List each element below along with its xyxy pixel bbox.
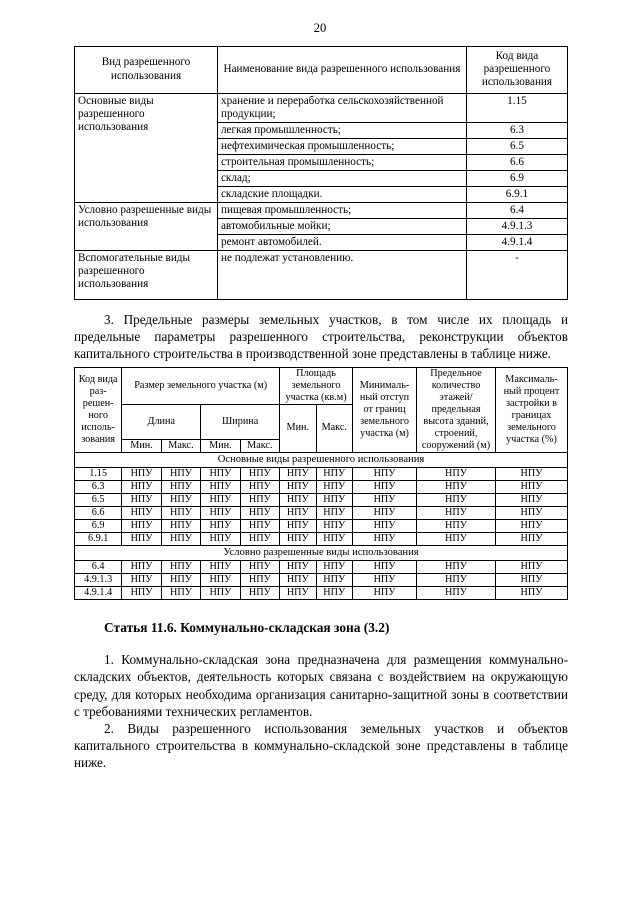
cell-value: НПУ xyxy=(122,586,161,599)
column-header-code: Код вида раз-решен-ного исполь-зования xyxy=(75,368,122,453)
cell-value: НПУ xyxy=(201,468,240,481)
cell-value: НПУ xyxy=(316,468,352,481)
cell-value: НПУ xyxy=(201,561,240,574)
table-row xyxy=(75,93,568,122)
cell-value: НПУ xyxy=(201,574,240,587)
use-name: хранение и переработка сельскохозяйственной продукции; xyxy=(217,93,466,122)
column-header-area: Площадь земельного участка (кв.м) xyxy=(280,368,353,405)
cell-value: НПУ xyxy=(161,574,200,587)
cell-value: НПУ xyxy=(417,561,496,574)
cell-value: НПУ xyxy=(240,586,279,599)
row-code: 4.9.1.4 xyxy=(75,586,122,599)
column-header-width-max: Макс. xyxy=(240,439,279,452)
section-header-row xyxy=(75,452,568,467)
cell-value: НПУ xyxy=(417,506,496,519)
cell-value: НПУ xyxy=(353,481,417,494)
cell-value: НПУ xyxy=(316,481,352,494)
cell-value: НПУ xyxy=(122,532,161,545)
cell-value: НПУ xyxy=(316,561,352,574)
paragraph-2: 2. Виды разрешенного использования земельных участков и объектов капитального строительства в коммунально-складской зоне представлены в таблице ниже. xyxy=(74,720,568,771)
cell-value: НПУ xyxy=(280,586,316,599)
cell-value: НПУ xyxy=(417,468,496,481)
column-header-width: Ширина xyxy=(201,404,280,439)
use-code: 6.6 xyxy=(466,154,567,170)
use-name: легкая промышленность; xyxy=(217,122,466,138)
use-category: Условно разрешенные виды использования xyxy=(75,202,218,250)
use-name: нефтехимическая промышленность; xyxy=(217,138,466,154)
cell-value: НПУ xyxy=(280,519,316,532)
use-code: 6.3 xyxy=(466,122,567,138)
cell-value: НПУ xyxy=(495,506,567,519)
table-row xyxy=(75,574,568,587)
row-code: 6.5 xyxy=(75,493,122,506)
cell-value: НПУ xyxy=(240,532,279,545)
cell-value: НПУ xyxy=(122,506,161,519)
column-header-length: Длина xyxy=(122,404,201,439)
cell-value: НПУ xyxy=(353,519,417,532)
cell-value: НПУ xyxy=(353,574,417,587)
use-code: 4.9.1.3 xyxy=(466,218,567,234)
cell-value: НПУ xyxy=(495,532,567,545)
cell-value: НПУ xyxy=(122,561,161,574)
cell-value: НПУ xyxy=(495,574,567,587)
cell-value: НПУ xyxy=(417,586,496,599)
cell-value: НПУ xyxy=(495,481,567,494)
table-row xyxy=(75,481,568,494)
use-code: 6.9 xyxy=(466,170,567,186)
cell-value: НПУ xyxy=(280,532,316,545)
cell-value: НПУ xyxy=(240,493,279,506)
cell-value: НПУ xyxy=(316,493,352,506)
use-category: Вспомогательные виды разрешенного использования xyxy=(75,250,218,299)
use-name: автомобильные мойки; xyxy=(217,218,466,234)
table-row xyxy=(75,250,568,299)
cell-value: НПУ xyxy=(417,574,496,587)
cell-value: НПУ xyxy=(353,493,417,506)
cell-value: НПУ xyxy=(240,574,279,587)
cell-value: НПУ xyxy=(122,574,161,587)
table-row xyxy=(75,519,568,532)
cell-value: НПУ xyxy=(280,506,316,519)
cell-value: НПУ xyxy=(161,532,200,545)
cell-value: НПУ xyxy=(316,574,352,587)
column-header-floors: Предельное количество этажей/ предельная высота зданий, строений, сооружений (м) xyxy=(417,368,496,453)
cell-value: НПУ xyxy=(280,574,316,587)
use-code: 1.15 xyxy=(466,93,567,122)
row-code: 6.9 xyxy=(75,519,122,532)
cell-value: НПУ xyxy=(280,468,316,481)
cell-value: НПУ xyxy=(201,493,240,506)
cell-value: НПУ xyxy=(240,506,279,519)
cell-value: НПУ xyxy=(417,481,496,494)
limit-parameters-table xyxy=(74,367,568,600)
table-row xyxy=(75,561,568,574)
table-row xyxy=(75,493,568,506)
permitted-uses-table xyxy=(74,46,568,300)
cell-value: НПУ xyxy=(417,519,496,532)
column-header-area-min: Мин. xyxy=(280,404,316,452)
cell-value: НПУ xyxy=(122,468,161,481)
use-code: 6.4 xyxy=(466,202,567,218)
cell-value: НПУ xyxy=(161,468,200,481)
cell-value: НПУ xyxy=(316,586,352,599)
cell-value: НПУ xyxy=(495,493,567,506)
column-header-coverage: Максималь-ный процент застройки в границах земельного участка (%) xyxy=(495,368,567,453)
cell-value: НПУ xyxy=(353,468,417,481)
cell-value: НПУ xyxy=(161,493,200,506)
cell-value: НПУ xyxy=(353,586,417,599)
cell-value: НПУ xyxy=(316,519,352,532)
cell-value: НПУ xyxy=(161,481,200,494)
cell-value: НПУ xyxy=(495,586,567,599)
cell-value: НПУ xyxy=(353,532,417,545)
cell-value: НПУ xyxy=(240,468,279,481)
cell-value: НПУ xyxy=(201,506,240,519)
column-header-plot-size: Размер земельного участка (м) xyxy=(122,368,280,405)
cell-value: НПУ xyxy=(316,532,352,545)
cell-value: НПУ xyxy=(122,493,161,506)
cell-value: НПУ xyxy=(240,481,279,494)
use-code: - xyxy=(466,250,567,299)
column-header-width-min: Мин. xyxy=(201,439,240,452)
use-category: Основные виды разрешенного использования xyxy=(75,93,218,202)
section-header-row xyxy=(75,545,568,560)
row-code: 1.15 xyxy=(75,468,122,481)
column-header-use-code: Код вида разрешенного использования xyxy=(466,46,567,93)
column-header-length-min: Мин. xyxy=(122,439,161,452)
use-name: складские площадки. xyxy=(217,186,466,202)
cell-value: НПУ xyxy=(316,506,352,519)
use-code: 6.5 xyxy=(466,138,567,154)
cell-value: НПУ xyxy=(240,519,279,532)
use-name: пищевая промышленность; xyxy=(217,202,466,218)
use-code: 6.9.1 xyxy=(466,186,567,202)
cell-value: НПУ xyxy=(280,481,316,494)
table-header-row xyxy=(75,46,568,93)
use-name: склад; xyxy=(217,170,466,186)
table-row xyxy=(75,532,568,545)
cell-value: НПУ xyxy=(417,493,496,506)
paragraph-3: 3. Предельные размеры земельных участков, в том числе их площадь и предельные параметры разрешенного строительства, реконструкции объектов капитального строительства в производственной зоне представлены в таблице ниже. xyxy=(74,311,568,361)
row-code: 6.9.1 xyxy=(75,532,122,545)
column-header-use-type: Вид разрешенного использования xyxy=(75,46,218,93)
cell-value: НПУ xyxy=(240,561,279,574)
cell-value: НПУ xyxy=(161,519,200,532)
use-name: не подлежат установлению. xyxy=(217,250,466,299)
use-name: ремонт автомобилей. xyxy=(217,234,466,250)
cell-value: НПУ xyxy=(122,519,161,532)
use-name: строительная промышленность; xyxy=(217,154,466,170)
article-heading: Статья 11.6. Коммунально-складская зона (3.2) xyxy=(104,619,390,635)
table-header-row xyxy=(75,368,568,405)
cell-value: НПУ xyxy=(201,532,240,545)
cell-value: НПУ xyxy=(201,586,240,599)
section-title: Условно разрешенные виды использования xyxy=(75,545,568,560)
row-code: 6.4 xyxy=(75,561,122,574)
section-title: Основные виды разрешенного использования xyxy=(75,452,568,467)
page-content xyxy=(74,46,568,772)
cell-value: НПУ xyxy=(495,519,567,532)
table-row xyxy=(75,586,568,599)
column-header-use-name: Наименование вида разрешенного использования xyxy=(217,46,466,93)
cell-value: НПУ xyxy=(161,586,200,599)
cell-value: НПУ xyxy=(161,506,200,519)
table-row xyxy=(75,468,568,481)
cell-value: НПУ xyxy=(353,561,417,574)
page-number: 20 xyxy=(313,21,327,35)
cell-value: НПУ xyxy=(280,493,316,506)
row-code: 6.3 xyxy=(75,481,122,494)
cell-value: НПУ xyxy=(201,481,240,494)
cell-value: НПУ xyxy=(417,532,496,545)
paragraph-1: 1. Коммунально-складская зона предназначена для размещения коммунально-складских объектов, деятельность которых связана с воздействием на окружающую среду, для которых необходима организация санитарно-защитной зоны в соответствии с требованиями технических регламентов. xyxy=(74,652,568,719)
column-header-length-max: Макс. xyxy=(161,439,200,452)
row-code: 6.6 xyxy=(75,506,122,519)
cell-value: НПУ xyxy=(495,468,567,481)
cell-value: НПУ xyxy=(353,506,417,519)
table-row xyxy=(75,506,568,519)
cell-value: НПУ xyxy=(495,561,567,574)
table-row xyxy=(75,202,568,218)
column-header-area-max: Макс. xyxy=(316,404,352,452)
cell-value: НПУ xyxy=(122,481,161,494)
column-header-setback: Минималь-ный отступ от границ земельного участка (м) xyxy=(353,368,417,453)
use-code: 4.9.1.4 xyxy=(466,234,567,250)
cell-value: НПУ xyxy=(161,561,200,574)
row-code: 4.9.1.3 xyxy=(75,574,122,587)
cell-value: НПУ xyxy=(280,561,316,574)
cell-value: НПУ xyxy=(201,519,240,532)
